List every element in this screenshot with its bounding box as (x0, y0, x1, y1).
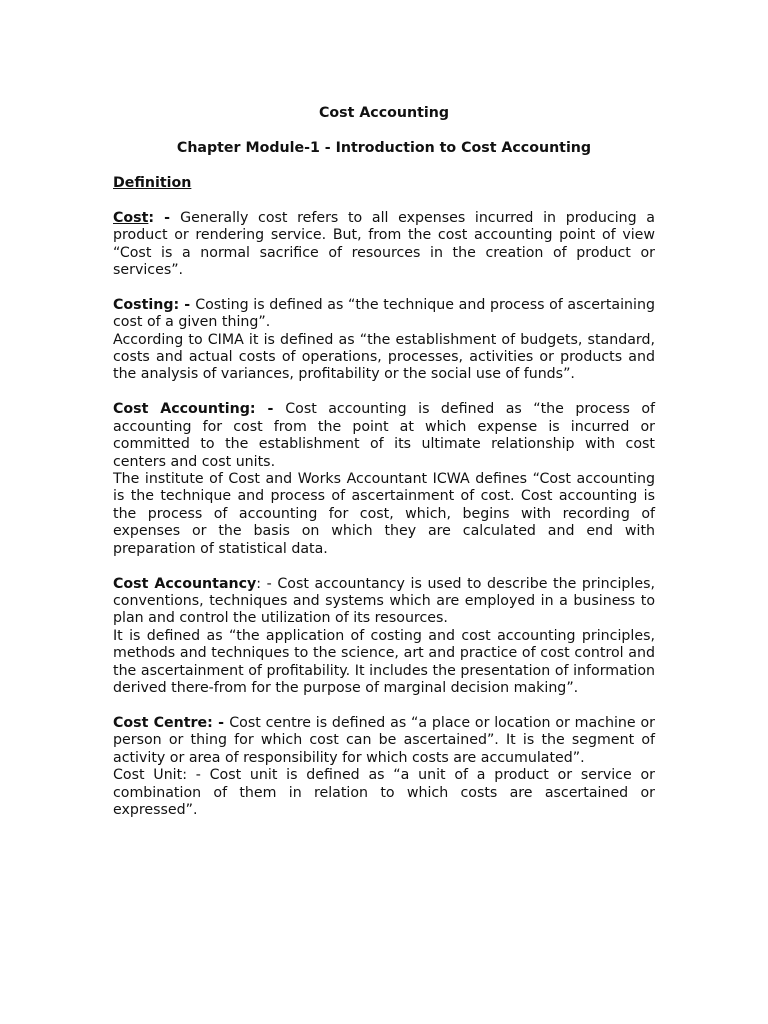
term-cost-accounting: Cost Accounting: (113, 401, 256, 418)
definition-costing-continuation: According to CIMA it is defined as “the establishment of budgets, standard, costs and actual costs of operations, processes, activities or products and the analysis of variances, profitability or the social use of funds”. (113, 331, 655, 383)
term-cost-accountancy: Cost Accountancy (113, 575, 257, 592)
term-cost-centre-marker: - (212, 714, 230, 731)
term-costing: Costing: (113, 296, 180, 313)
definition-cost-accounting-continuation: The institute of Cost and Works Accountant ICWA defines “Cost accounting is the technique and process of ascertainment of cost. Cost accounting is the process of accounting for cost, which, begins with recording of expenses or the basis on which they are calculated and end with preparation of statistical data. (113, 471, 655, 557)
term-cost-marker: : - (148, 209, 181, 226)
document-title: Cost Accounting (319, 105, 449, 121)
term-cost-centre: Cost Centre: (113, 714, 213, 731)
definition-cost-centre-text: Cost centre is defined as “a place or location or machine or person or thing for which cost can be ascertained”. It is the segment of activity or area of responsibility for which costs are accumulated”. (113, 714, 655, 766)
term-costing-marker: - (179, 296, 196, 313)
definition-heading: Definition (113, 174, 192, 191)
term-cost-accountancy-marker: : - (256, 575, 278, 592)
definition-cost-accounting (113, 401, 655, 558)
definition-cost-accountancy (113, 576, 655, 698)
document-page (113, 105, 655, 819)
term-cost-accounting-marker: - (255, 401, 286, 418)
definition-cost-centre (113, 715, 655, 819)
definition-costing (113, 297, 655, 384)
definition-cost-text: Generally cost refers to all expenses incurred in producing a product or rendering service. But, from the cost accounting point of view “Cost is a normal sacrifice of resources in the creation of product or services”. (113, 209, 655, 278)
term-cost: Cost (113, 209, 149, 226)
definition-cost-unit: Cost Unit: - Cost unit is defined as “a unit of a product or service or combination of them in relation to which costs are ascertained or expressed”. (113, 767, 655, 818)
definition-costing-text: Costing is defined as “the technique and process of ascertaining cost of a given thing”. (113, 296, 655, 331)
chapter-heading: Chapter Module-1 - Introduction to Cost Accounting (176, 140, 592, 157)
definition-cost-accountancy-text: Cost accountancy is used to describe the principles, conventions, techniques and systems which are employed in a business to plan and control the utilization of its resources. (113, 575, 655, 627)
definition-cost (113, 210, 655, 280)
definition-cost-accounting-text: Cost accounting is defined as “the process of accounting for cost from the point at which expense is incurred or committed to the establishment of its ultimate relationship with cost centers and cost units. (113, 401, 655, 470)
definition-cost-accountancy-continuation: It is defined as “the application of costing and cost accounting principles, methods and techniques to the science, art and practice of cost control and the ascertainment of profitability. It includes the presentation of information derived there-from for the purpose of marginal decision making”. (113, 627, 655, 696)
